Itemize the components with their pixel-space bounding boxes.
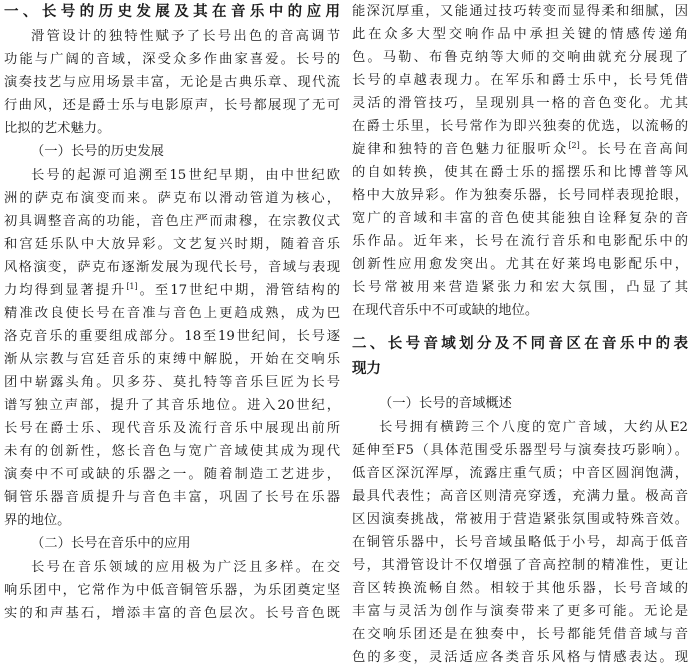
text-segment: 铜管乐器音质提升与音色丰富，巩固了长号在乐器 [4,490,340,505]
text-segment: （一）长号的历史发展 [31,144,164,159]
text-line [352,416,688,439]
text-segment: 响乐团中，它常作为中低音铜管乐器，为乐团奠定坚 [4,583,340,598]
text-line [352,439,688,462]
text-line [352,299,688,322]
text-segment: 。长号在音高间 [579,142,688,157]
text-segment: 团中崭露头角。贝多芬、莫扎特等音乐巨匠为长号 [4,375,340,390]
text-segment: 长号常被用来营造紧张力和宏大氛围，凸显了其 [352,280,688,295]
text-segment: 比拟的艺术魅力。 [4,121,111,136]
text-line [4,94,340,117]
text-line [4,325,340,348]
text-segment: 初具调整音高的功能，音色庄严而肃穆，在宗教仪式 [4,214,340,229]
text-segment: 洲的萨克布演变而来。萨克布以滑动管道为核心， [4,191,340,206]
text-segment: 的自如转换，使其在爵士乐的摇摆乐和比博普等风 [352,165,688,180]
text-line [352,462,688,485]
text-segment: 和宫廷乐队中大放异彩。文艺复兴时期，随着音乐 [4,237,340,252]
text-segment: 洛克音乐的重要组成部分。18至19世纪间，长号逐 [4,329,340,344]
text-segment: 号，其滑管设计不仅增强了音高控制的精准性，更让 [352,558,688,573]
text-segment: 能深沉厚重，又能通过技巧转变而显得柔和细腻，因 [352,4,688,19]
spacer [352,382,688,392]
text-segment: 在现代音乐中不可或缺的地位。 [352,303,539,318]
text-line [352,23,688,46]
text-segment: 此在众多大型交响作品中承担关键的情感传递角 [352,27,688,42]
text-segment: （二）长号在音乐中的应用 [31,536,191,551]
text-line [352,600,688,623]
text-segment: 现力 [352,361,381,377]
text-segment: 演奏技艺与应用场景丰富，无论是古典乐章、现代流 [4,75,340,90]
text-line [4,256,340,279]
subsection-heading [4,140,340,164]
text-segment: 功能与广阔的音域，深受众多作曲家喜爱。长号的 [4,52,340,67]
text-segment: 力均得到显著提升 [4,283,127,298]
text-segment: 色的多变，灵活适应各类音乐风格与情感表达。现 [352,650,688,665]
text-segment: 未有的创新性，悠长音色与宽广音域使其成为现代 [4,444,340,459]
text-line [352,0,688,23]
text-segment: 长号的起源可追溯至15世纪早期，由中世纪欧 [31,168,340,183]
text-line [352,184,688,207]
text-segment: 行曲风，还是爵士乐与电影原声，长号都展现了无可 [4,98,340,113]
text-segment: 区因演奏挑战，常被用于营造紧张氛围或特殊音效。 [352,512,688,527]
text-line [352,276,688,299]
text-line [352,138,688,161]
text-line [4,164,340,187]
text-line [4,117,340,140]
left-column [4,0,340,625]
text-segment: 长号的卓越表现力。在军乐和爵士乐中，长号凭借 [352,73,688,88]
text-line [4,463,340,486]
text-segment: 。至17世纪中期，滑管结构的 [137,283,340,298]
text-segment: 灵活的滑管技巧，呈现别具一格的音色变化。尤其 [352,96,688,111]
section-heading [352,332,688,357]
text-line [4,233,340,256]
text-segment: 长号拥有横跨三个八度的宽广音域，大约从E2 [379,420,688,435]
text-segment: 演奏中不可或缺的乐器之一。随着制造工艺进步， [4,467,340,482]
text-segment: 旋律和独特的音色魅力征服听众 [352,142,569,157]
text-line [4,486,340,509]
text-line [352,230,688,253]
text-line [4,302,340,325]
text-segment: 在交响乐团还是在独奏中，长号都能凭借音域与音 [352,627,688,642]
text-segment: 长号在音乐领域的应用极为广泛且多样。在交 [31,560,340,575]
text-segment: 在铜管乐器中，长号音域虽略低于小号，却高于低音 [352,535,688,550]
text-line [352,69,688,92]
text-line [4,48,340,71]
subsection-heading [4,532,340,556]
text-line [352,207,688,230]
text-line [352,554,688,577]
text-line [4,187,340,210]
text-segment: 渐从宗教与宫廷音乐的束缚中解脱，开始在交响乐 [4,352,340,367]
text-line [352,577,688,600]
text-line [352,161,688,184]
right-column [352,0,688,669]
text-segment: 长号在爵士乐、现代音乐及流行音乐中展现出前所 [4,421,340,436]
text-segment: 精准改良使长号在音准与音色上更趋成熟，成为巴 [4,306,340,321]
text-line [4,440,340,463]
text-segment: 一、长号的历史发展及其在音乐中的应用 [4,4,340,20]
text-line [352,623,688,646]
text-line [352,115,688,138]
text-segment: 色。马勒、布鲁克纳等大师的交响曲就充分展现了 [352,50,688,65]
text-segment: 格中大放异彩。作为独奏乐器，长号同样表现抢眼， [352,188,688,203]
text-line [4,279,340,302]
citation-marker: [2] [568,141,580,150]
section-heading [4,0,340,25]
text-segment: 最具代表性；高音区则清亮穿透，充满力量。极高音 [352,489,688,504]
text-line [352,531,688,554]
text-segment: 实的和声基石，增添丰富的音色层次。长号音色既 [4,606,340,621]
text-segment: （一）长号的音域概述 [379,396,512,411]
text-segment: 丰富与灵活为创作与演奏带来了更多可能。无论是 [352,604,688,619]
text-line [4,556,340,579]
text-segment: 在爵士乐里，长号常作为即兴独奏的优选，以流畅的 [352,119,688,134]
text-segment: 二、长号音域划分及不同音区在音乐中的表 [352,336,688,352]
text-segment: 宽广的音域和丰富的音色使其能独自诠释复杂的音 [352,211,688,226]
text-line [4,71,340,94]
text-line [4,25,340,48]
text-segment: 界的地位。 [4,513,71,528]
text-line [4,371,340,394]
text-segment: 谱写独立声部，提升了其音乐地位。进入20世纪， [4,398,340,413]
text-line [352,508,688,531]
text-line [352,92,688,115]
text-line [352,485,688,508]
text-segment: 创新性应用愈发突出。尤其在好莱坞电影配乐中， [352,257,688,272]
text-line [352,46,688,69]
text-line [4,348,340,371]
text-segment: 滑管设计的独特性赋予了长号出色的音高调节 [31,29,340,44]
text-segment: 风格演变，萨克布逐渐发展为现代长号，音域与表现 [4,260,340,275]
section-heading [352,357,688,382]
text-segment: 乐作品。近年来，长号在流行音乐和电影配乐中的 [352,234,688,249]
text-segment: 延伸至F5（具体范围受乐器型号与演奏技巧影响）。 [352,443,688,458]
text-line [4,210,340,233]
citation-marker: [1] [126,282,138,291]
text-line [352,646,688,669]
subsection-heading [352,392,688,416]
spacer [352,322,688,332]
text-line [4,417,340,440]
text-line [4,509,340,532]
text-line [4,602,340,625]
text-line [352,253,688,276]
text-segment: 低音区深沉浑厚，流露庄重气质；中音区圆润饱满， [352,466,688,481]
text-line [4,394,340,417]
text-segment: 音区转换流畅自然。相较于其他乐器，长号音域的 [352,581,688,596]
